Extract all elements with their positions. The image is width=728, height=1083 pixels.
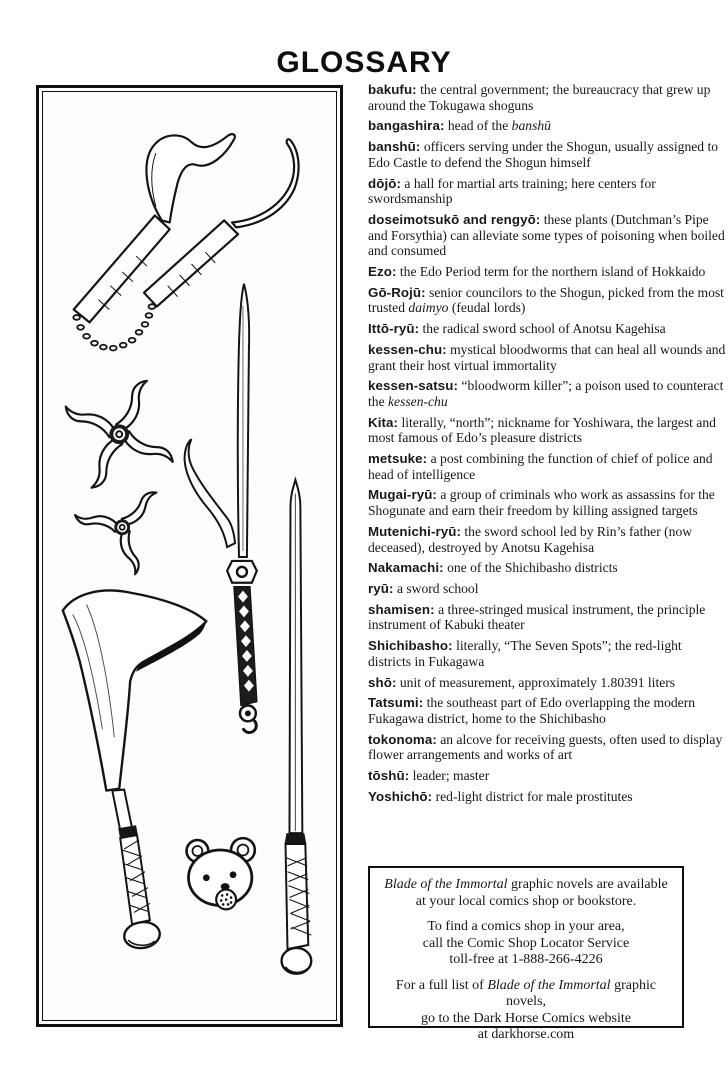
glossary-definition: the southeast part of Edo overlapping the modern Fukagawa district, home to the Shichibasho [368, 695, 696, 726]
glossary-entry [368, 378, 726, 409]
glossary-term: Kita: [368, 414, 399, 430]
glossary-term: doseimotsukō and rengyō: [368, 211, 541, 227]
info-paragraph: Blade of the Immortal graphic novels are available at your local comics shop or bookstore. [384, 877, 668, 909]
glossary-entry [368, 212, 726, 259]
glossary-entry [368, 695, 726, 726]
glossary-definition: mystical bloodworms that can heal all wounds and grant their host virtual immortality [368, 341, 726, 373]
glossary-term: ryū: [368, 580, 394, 596]
glossary-term: metsuke: [368, 451, 428, 467]
four-point-shuriken-icon [66, 381, 173, 488]
glossary-definition: leader; master [412, 768, 490, 784]
forked-spear-icon [185, 284, 257, 733]
glossary-entry [368, 451, 726, 482]
glossary-definition: the radical sword school of Anotsu Kagehisa [422, 321, 666, 337]
info-paragraph: To find a comics shop in your area, call the Comic Shop Locator Service toll-free at 1-888-266-4226 [422, 919, 630, 967]
glossary-term: dōjō: [368, 175, 401, 191]
illustration-panel-inner-border [42, 91, 337, 1021]
glossary-definition: a sword school [396, 580, 479, 596]
glossary-entry [368, 285, 726, 316]
glossary-term: shamisen: [368, 601, 435, 617]
glossary-definition: “bloodworm killer”; a poison used to counteract the kessen-chu [368, 378, 724, 409]
glossary-entry [368, 487, 726, 518]
glossary-term: kessen-satsu: [368, 378, 458, 394]
glossary-term: bakufu: [368, 82, 417, 97]
glossary-entry [368, 638, 726, 669]
glossary-term: tokonoma: [368, 731, 437, 747]
curved-blade-icon [63, 591, 207, 951]
illustration-panel [36, 85, 343, 1027]
glossary-definition: officers serving under the Shogun, usually assigned to Edo Castle to defend the Shogun himself [368, 139, 719, 170]
glossary-definition: a post combining the function of chief of police and head of intelligence [368, 451, 713, 482]
glossary-entry [368, 768, 726, 784]
glossary-definition: red-light district for male prostitutes [435, 788, 633, 804]
glossary-term: bangashira: [368, 118, 445, 134]
three-point-shuriken-icon [63, 471, 173, 578]
glossary-term: Shichibasho: [368, 638, 453, 654]
glossary-entry [368, 342, 726, 373]
glossary-term: Tatsumi: [368, 695, 424, 711]
glossary-definition: an alcove for receiving guests, often used to display flower arrangements and works of art [368, 731, 723, 763]
glossary-definition: these plants (Dutchman’s Pipe and Forsythia) can alleviate some types of poisoning when boiled and consumed [368, 211, 725, 259]
glossary-entry [368, 581, 726, 597]
info-box [368, 866, 684, 1042]
glossary-entry [368, 118, 726, 134]
glossary-definition: a three-stringed musical instrument, the principle instrument of Kabuki theater [368, 601, 706, 633]
glossary-entry [368, 524, 726, 555]
glossary-term: Ezo: [368, 264, 397, 280]
straight-sword-icon [282, 480, 312, 974]
glossary-term: shō: [368, 674, 397, 690]
glossary-definition: literally, “The Seven Spots”; the red-light districts in Fukagawa [368, 638, 682, 669]
glossary-definition: the central government; the bureaucracy that grew up around the Tokugawa shoguns [368, 82, 711, 113]
glossary-entry [368, 789, 726, 805]
glossary-entry [368, 415, 726, 446]
glossary-entry [368, 321, 726, 337]
weapons-illustration [43, 92, 336, 1020]
glossary-definition: the sword school led by Rin’s father (now deceased), destroyed by Anotsu Kagehisa [368, 523, 693, 555]
glossary-entry [368, 602, 726, 633]
glossary-term: Mutenichi-ryū: [368, 523, 461, 539]
glossary-term: kessen-chu: [368, 341, 447, 357]
glossary-entry [368, 139, 726, 170]
glossary-entry [368, 264, 726, 280]
glossary-entry [368, 732, 726, 763]
glossary-definition: unit of measurement, approximately 1.80391 liters [399, 674, 676, 690]
glossary-entry [368, 560, 726, 576]
glossary-definition: a hall for martial arts training; here centers for swordsmanship [368, 175, 656, 207]
teddy-bear-head-icon [187, 838, 255, 909]
glossary-term: Gō-Rojū: [368, 284, 426, 300]
glossary-term: Yoshichō: [368, 788, 433, 804]
glossary-definition: literally, “north”; nickname for Yoshiwara, the largest and most famous of Edo’s pleasure districts [368, 414, 716, 446]
glossary-definition: a group of criminals who work as assassins for the Shogunate and earn their freedom by killing assigned targets [368, 487, 715, 519]
glossary-term: banshū: [368, 139, 421, 155]
glossary-term: Mugai-ryū: [368, 487, 437, 503]
glossary-entry [368, 675, 726, 691]
glossary-entry [368, 82, 726, 113]
page-title: GLOSSARY [276, 46, 452, 80]
glossary-term: Ittō-ryū: [368, 321, 420, 337]
glossary-list [368, 82, 726, 809]
glossary-definition: one of the Shichibasho districts [447, 560, 618, 576]
info-paragraph: For a full list of Blade of the Immortal graphic novels, go to the Dark Horse Comics website at darkhorse.com [395, 977, 657, 1042]
glossary-definition: senior councilors to the Shogun, picked from the most trusted daimyo (feudal lords) [368, 284, 724, 316]
glossary-entry [368, 176, 726, 207]
glossary-definition: head of the banshū [447, 118, 551, 134]
glossary-term: tōshū: [368, 768, 410, 784]
glossary-definition: the Edo Period term for the northern island of Hokkaido [399, 264, 706, 280]
glossary-term: Nakamachi: [368, 560, 444, 576]
